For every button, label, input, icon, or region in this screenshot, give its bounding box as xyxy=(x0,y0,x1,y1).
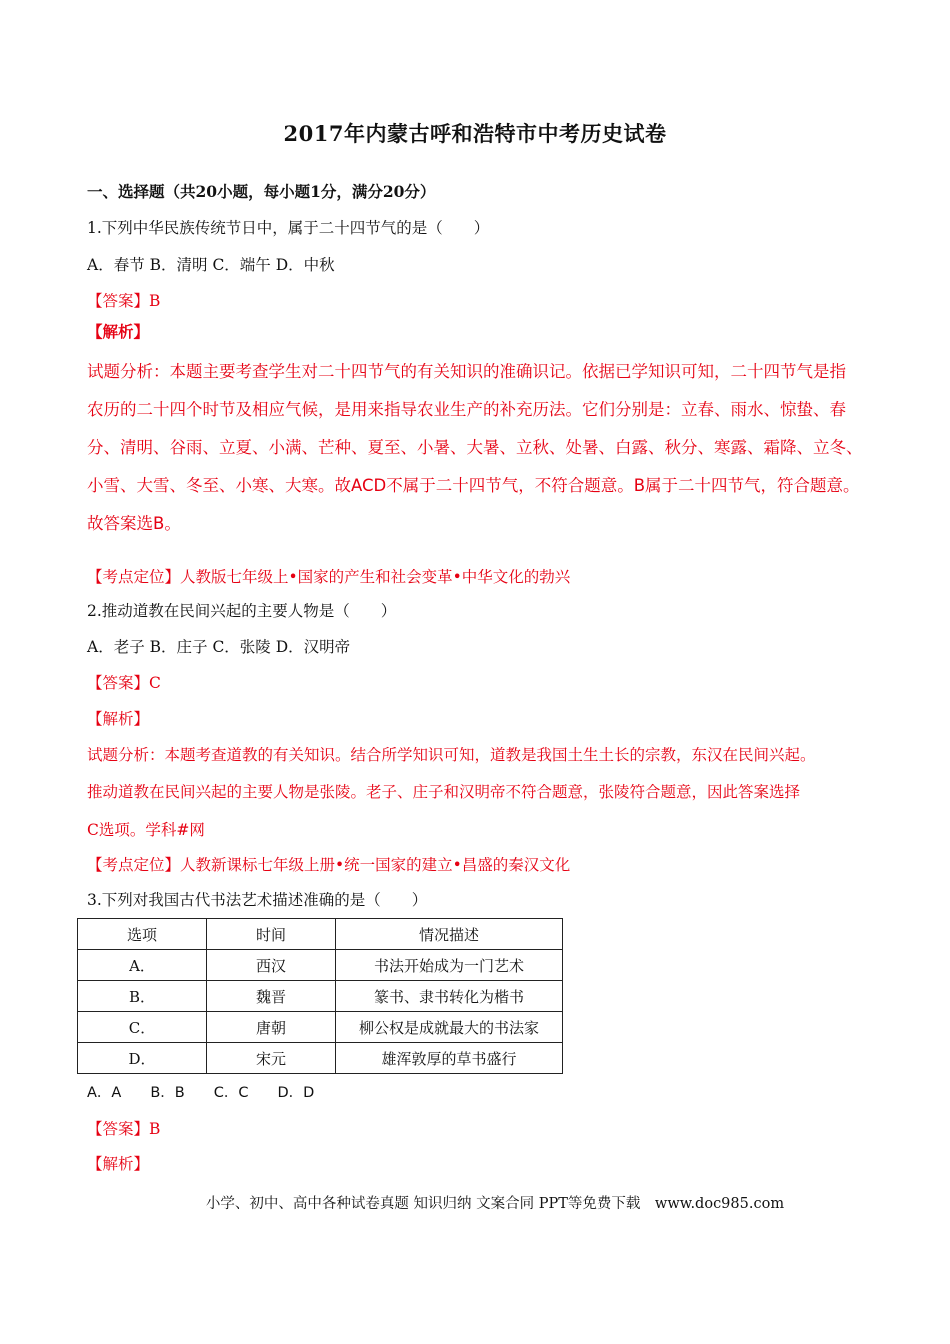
q1-analysis-line: 小雪、大雪、冬至、小寒、大寒。故ACD不属于二十四节气，不符合题意。B属于二十四节气，符合题意。 xyxy=(87,476,860,495)
q1-options: A．春节 B．清明 C．端午 D．中秋 xyxy=(87,256,335,274)
table-row xyxy=(78,1043,563,1074)
q1-analysis-line: 农历的二十四个时节及相应气候，是用来指导农业生产的补充历法。它们分别是：立春、雨水、惊蛰、春 xyxy=(87,400,846,419)
table-cell: 魏晋 xyxy=(207,981,336,1012)
table-row xyxy=(78,981,563,1012)
q3-options: A．A B．B C．C D．D xyxy=(87,1085,315,1101)
table-cell: 篆书、隶书转化为楷书 xyxy=(336,981,563,1012)
q2-analysis-line: C选项。学科#网 xyxy=(87,821,205,839)
page-footer: 小学、初中、高中各种试卷真题 知识归纳 文案合同 PPT等免费下载 www.doc985.com xyxy=(205,1196,785,1212)
q1-kaodian: 【考点定位】人教版七年级上•国家的产生和社会变革•中华文化的勃兴 xyxy=(87,568,571,586)
table-header-cell: 选项 xyxy=(78,919,207,950)
table-cell: 柳公权是成就最大的书法家 xyxy=(336,1012,563,1043)
table-cell: 宋元 xyxy=(207,1043,336,1074)
q3-stem: 3.下列对我国古代书法艺术描述准确的是（ ） xyxy=(87,891,428,909)
table-cell: 书法开始成为一门艺术 xyxy=(336,950,563,981)
q3-options-table xyxy=(77,918,563,1074)
table-cell: C． xyxy=(78,1012,207,1043)
q1-analysis-label: 【解析】 xyxy=(87,322,150,341)
q2-analysis-label: 【解析】 xyxy=(87,710,150,728)
table-header-cell: 时间 xyxy=(207,919,336,950)
table-row xyxy=(78,950,563,981)
q2-options: A．老子 B．庄子 C．张陵 D．汉明帝 xyxy=(87,638,351,656)
table-cell: 唐朝 xyxy=(207,1012,336,1043)
table-cell: D． xyxy=(78,1043,207,1074)
q2-analysis-line: 试题分析：本题考查道教的有关知识。结合所学知识可知，道教是我国土生土长的宗教，东汉在民间兴起。 xyxy=(87,746,816,764)
table-cell: 雄浑敦厚的草书盛行 xyxy=(336,1043,563,1074)
section-heading: 一、选择题（共20小题，每小题1分，满分20分） xyxy=(87,182,436,201)
q1-analysis-line: 试题分析：本题主要考查学生对二十四节气的有关知识的准确识记。依据已学知识可知，二十四节气是指 xyxy=(87,362,846,381)
table-header-row xyxy=(78,919,563,950)
table-cell: 西汉 xyxy=(207,950,336,981)
q3-analysis-label: 【解析】 xyxy=(87,1155,150,1173)
q1-analysis-line: 故答案选B。 xyxy=(87,514,181,533)
table-row xyxy=(78,1012,563,1043)
table-cell: A． xyxy=(78,950,207,981)
q3-answer: 【答案】B xyxy=(87,1120,161,1138)
table-cell: B． xyxy=(78,981,207,1012)
q1-stem: 1.下列中华民族传统节日中，属于二十四节气的是（ ） xyxy=(87,219,490,237)
q1-analysis-line: 分、清明、谷雨、立夏、小满、芒种、夏至、小暑、大暑、立秋、处暑、白露、秋分、寒露、霜降、立冬、 xyxy=(87,438,863,457)
q2-analysis-line: 推动道教在民间兴起的主要人物是张陵。老子、庄子和汉明帝不符合题意，张陵符合题意，因此答案选择 xyxy=(87,783,801,801)
page-title: 2017年内蒙古呼和浩特市中考历史试卷 xyxy=(283,121,667,146)
table-header-cell: 情况描述 xyxy=(336,919,563,950)
q2-answer: 【答案】C xyxy=(87,674,161,692)
q2-stem: 2.推动道教在民间兴起的主要人物是（ ） xyxy=(87,602,397,620)
q2-kaodian: 【考点定位】人教新课标七年级上册•统一国家的建立•昌盛的秦汉文化 xyxy=(87,856,571,874)
q1-answer: 【答案】B xyxy=(87,292,161,310)
